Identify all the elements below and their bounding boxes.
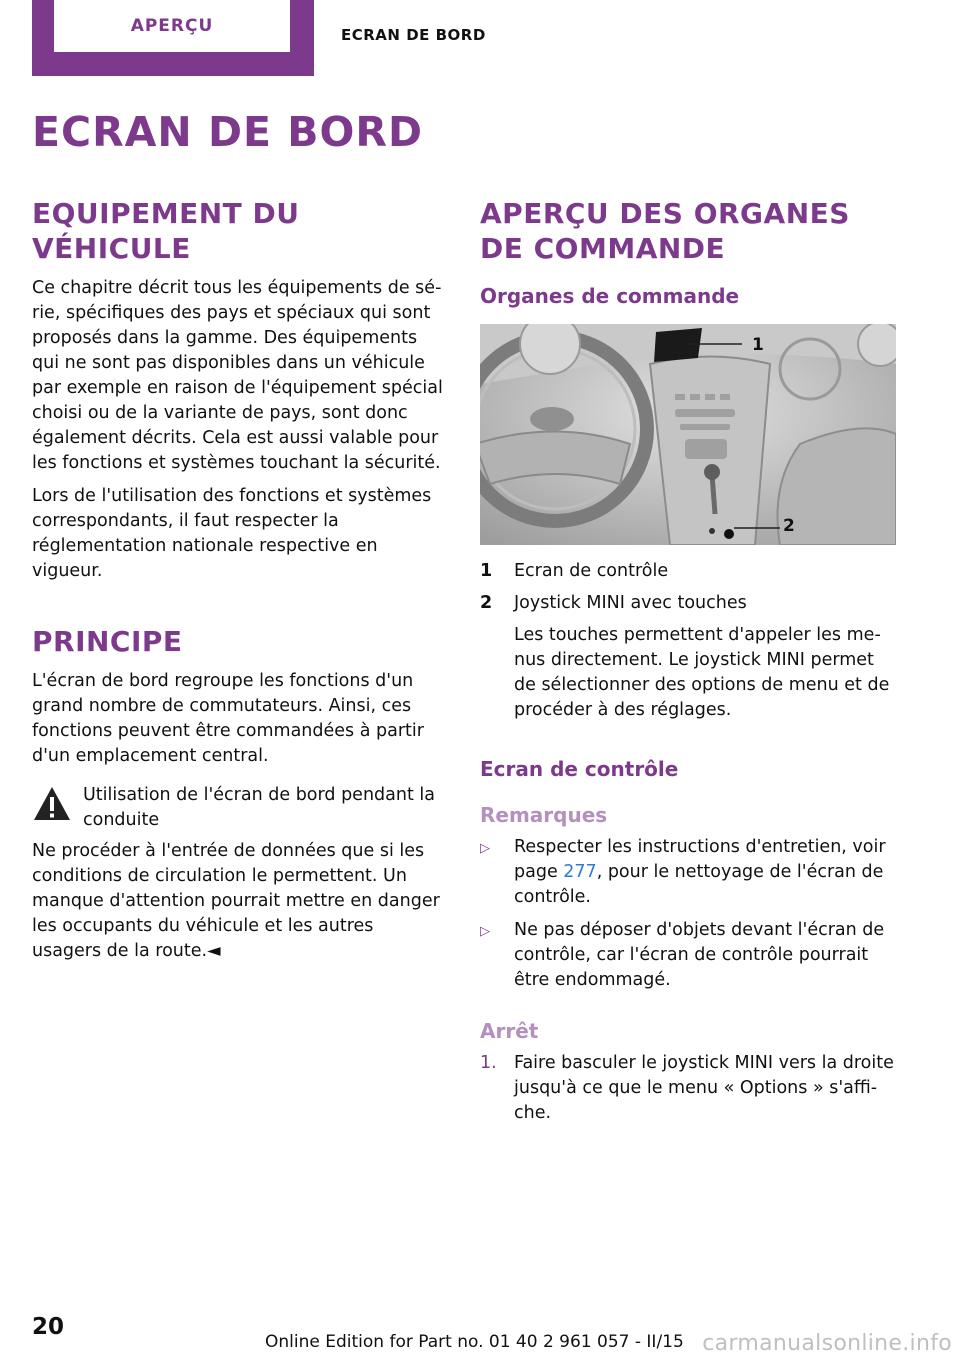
bullet-text-part: , pour le nettoyage de l'écran de contrôle.: [514, 862, 884, 907]
warning-block: [32, 783, 448, 833]
warning-icon: [32, 785, 72, 822]
chapter-tab-inner: [54, 0, 290, 52]
warning-body: Ne procéder à l'entrée de données que si les conditions de circulation le permettent. Un manque d'attention pourrait mettre en danger les occupants du véhicule et les autres usagers de la route.◄: [32, 841, 440, 961]
legend-item: [480, 591, 898, 616]
page-link-277[interactable]: 277: [563, 862, 597, 882]
watermark: carmanualsonline.info: [702, 1331, 952, 1356]
step-text: Faire basculer le joystick MINI vers la droite jusqu'à ce que le menu « Options » s'affiche.: [514, 1053, 894, 1123]
chapter-tab[interactable]: [32, 0, 314, 76]
legend-number: 2: [480, 593, 493, 613]
stop-title: Arrêt: [480, 1019, 539, 1043]
left-column: [32, 196, 448, 972]
callout-1: 1: [752, 335, 764, 355]
page-title: ECRAN DE BORD: [32, 108, 424, 156]
right-column: [480, 196, 898, 1126]
legend-text: Ecran de contrôle: [514, 561, 669, 581]
legend-number: 1: [480, 561, 493, 581]
section-title-principe: PRINCIPE: [32, 625, 183, 658]
section-title-apercu: APERÇU DES ORGANES DE COMMANDE: [480, 197, 850, 265]
bullet-text: Ne pas déposer d'objets devant l'écran de contrôle, car l'écran de contrôle pourrait être endommagé.: [514, 920, 885, 990]
paragraph-equipement-2: Lors de l'utilisation des fonctions et systèmes correspondants, il faut respecter la réglementation nationale respective en vigueur.: [32, 486, 432, 581]
bullet-text: [514, 835, 898, 910]
paragraph-principe: L'écran de bord regroupe les fonctions d'un grand nombre de commutateurs. Ainsi, ces fonctions peuvent être commandées à partir d'un emplacement central.: [32, 671, 424, 766]
page-number: 20: [32, 1314, 65, 1340]
callout-2: 2: [783, 516, 795, 536]
list-item: [480, 835, 898, 910]
breadcrumb[interactable]: ECRAN DE BORD: [341, 26, 486, 44]
remarks-title: Remarques: [480, 803, 608, 827]
section-title-equipement: EQUIPEMENT DU VÉHICULE: [32, 197, 300, 265]
legend-text: Joystick MINI avec touches: [514, 593, 747, 613]
bullet-marker: ▷: [480, 841, 490, 856]
subsection-title-ecran: Ecran de contrôle: [480, 757, 679, 781]
chapter-tab-label: APERÇU: [130, 16, 214, 36]
step-item: [480, 1051, 898, 1126]
list-item: [480, 918, 898, 993]
legend-note: Les touches permettent d'appeler les menus directement. Le joystick MINI permet de sélectionner des options de menu et de procéder à des réglages.: [514, 625, 890, 720]
edition-footer: Online Edition for Part no. 01 40 2 961 057 - II/15: [265, 1332, 684, 1352]
bullet-text-part: Respecter les instructions d'entretien, voir page: [514, 837, 886, 882]
legend-item: [480, 559, 898, 584]
bullet-marker: ▷: [480, 924, 490, 939]
dashboard-illustration: [480, 324, 896, 545]
paragraph-equipement-1: Ce chapitre décrit tous les équipements de série, spécifiques des pays et spéciaux qui sont proposés dans la gamme. Des équipements qui ne sont pas disponibles dans un véhicule par exemple en raison de l'équipement spécial choisi ou de la variante de pays, sont donc également décrits. Cela est aussi valable pour les fonctions et systèmes touchant la sécurité.: [32, 278, 443, 473]
subsection-title-organes: Organes de commande: [480, 284, 740, 308]
step-number: 1.: [480, 1053, 497, 1073]
warning-title: Utilisation de l'écran de bord pendant la conduite: [83, 785, 435, 830]
